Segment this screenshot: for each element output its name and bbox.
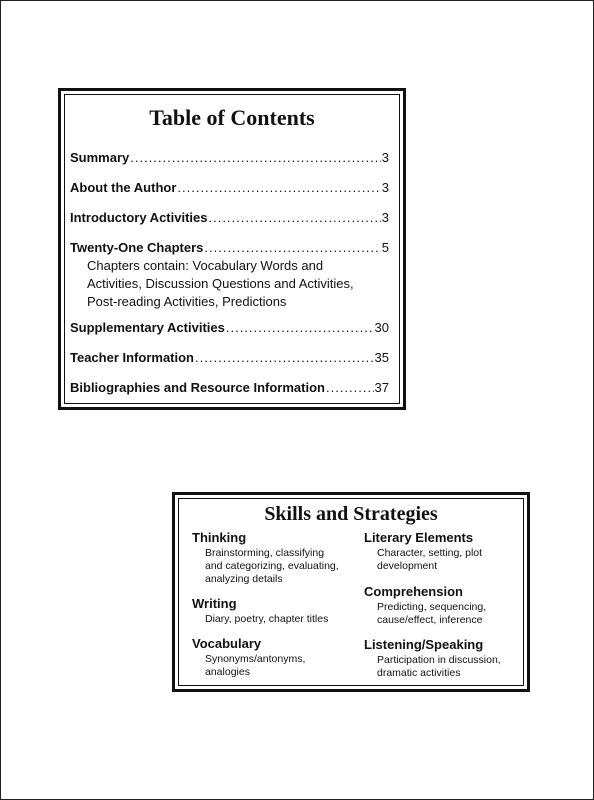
toc-entry-page: 37	[374, 380, 389, 395]
toc-leader-dots	[204, 240, 380, 255]
toc-leader-dots	[177, 180, 380, 195]
toc-entry-twenty-one-chapters	[70, 240, 389, 311]
toc-entry-summary	[70, 150, 389, 165]
skill-listening-speaking	[364, 637, 501, 680]
skill-heading: Comprehension	[364, 584, 463, 599]
toc-leader-dots	[130, 150, 381, 165]
toc-entry-label: Supplementary Activities	[70, 320, 225, 335]
toc-entry-introductory-activities	[70, 210, 389, 225]
skill-comprehension	[364, 584, 486, 627]
skill-heading: Listening/Speaking	[364, 637, 484, 652]
toc-entry-label: Introductory Activities	[70, 210, 208, 225]
skill-description	[377, 547, 482, 573]
skill-desc-line: development	[377, 560, 438, 572]
skill-desc-line: Participation in discussion,	[377, 654, 501, 666]
toc-entry-label: Teacher Information	[70, 350, 195, 365]
skill-vocabulary	[192, 636, 305, 679]
skill-description	[205, 613, 328, 626]
skill-desc-line: cause/effect, inference	[377, 614, 483, 626]
toc-entry-page: 3	[381, 210, 389, 225]
toc-entry-page: 35	[374, 350, 389, 365]
skill-description	[377, 601, 486, 627]
toc-note-line: Activities, Discussion Questions and Activities,	[87, 276, 354, 291]
skill-desc-line: Diary, poetry, chapter titles	[205, 613, 329, 625]
skills-and-strategies-box	[172, 492, 530, 692]
toc-note-line: Post-reading Activities, Predictions	[87, 294, 287, 309]
toc-leader-dots	[195, 350, 374, 365]
skill-desc-line: Predicting, sequencing,	[377, 601, 487, 613]
toc-note-line: Chapters contain: Vocabulary Words and	[87, 258, 324, 273]
skills-title: Skills and Strategies	[264, 503, 438, 525]
toc-chapters-note	[87, 257, 389, 311]
skill-desc-line: Character, setting, plot	[377, 547, 483, 559]
toc-entry-teacher-information	[70, 350, 389, 365]
toc-entry-page: 3	[381, 150, 389, 165]
toc-entry-bibliographies	[70, 380, 389, 395]
toc-entry-label: Bibliographies and Resource Information	[70, 380, 325, 395]
skill-writing	[192, 596, 328, 626]
table-of-contents-box	[58, 88, 406, 410]
skill-description	[205, 547, 339, 586]
toc-entry-supplementary-activities	[70, 320, 389, 335]
toc-entry-label: About the Author	[70, 180, 177, 195]
skill-desc-line: dramatic activities	[377, 667, 461, 679]
toc-entry-label: Summary	[70, 150, 130, 165]
skill-desc-line: and categorizing, evaluating,	[205, 560, 339, 572]
skill-desc-line: analyzing details	[205, 573, 283, 585]
skill-desc-line: analogies	[205, 666, 250, 678]
skill-literary-elements	[364, 530, 482, 573]
skill-desc-line: Brainstorming, classifying	[205, 547, 325, 559]
toc-leader-dots	[226, 320, 374, 335]
toc-entry-page: 30	[374, 320, 389, 335]
skill-description	[205, 653, 305, 679]
skill-heading: Vocabulary	[192, 636, 262, 651]
toc-leader-dots	[326, 380, 374, 395]
skills-inner-border	[178, 498, 524, 686]
toc-inner-border	[64, 94, 400, 404]
skill-desc-line: Synonyms/antonyms,	[205, 653, 306, 665]
toc-title: Table of Contents	[149, 105, 315, 130]
toc-entry-page: 5	[381, 240, 389, 255]
toc-entry-label: Twenty-One Chapters	[70, 240, 204, 255]
skill-thinking	[192, 530, 339, 586]
skill-heading: Literary Elements	[364, 530, 474, 545]
skill-description	[377, 654, 501, 680]
toc-entry-about-the-author	[70, 180, 389, 195]
toc-entry-page: 3	[381, 180, 389, 195]
toc-leader-dots	[208, 210, 380, 225]
skill-heading: Writing	[192, 596, 237, 611]
skill-heading: Thinking	[192, 530, 247, 545]
